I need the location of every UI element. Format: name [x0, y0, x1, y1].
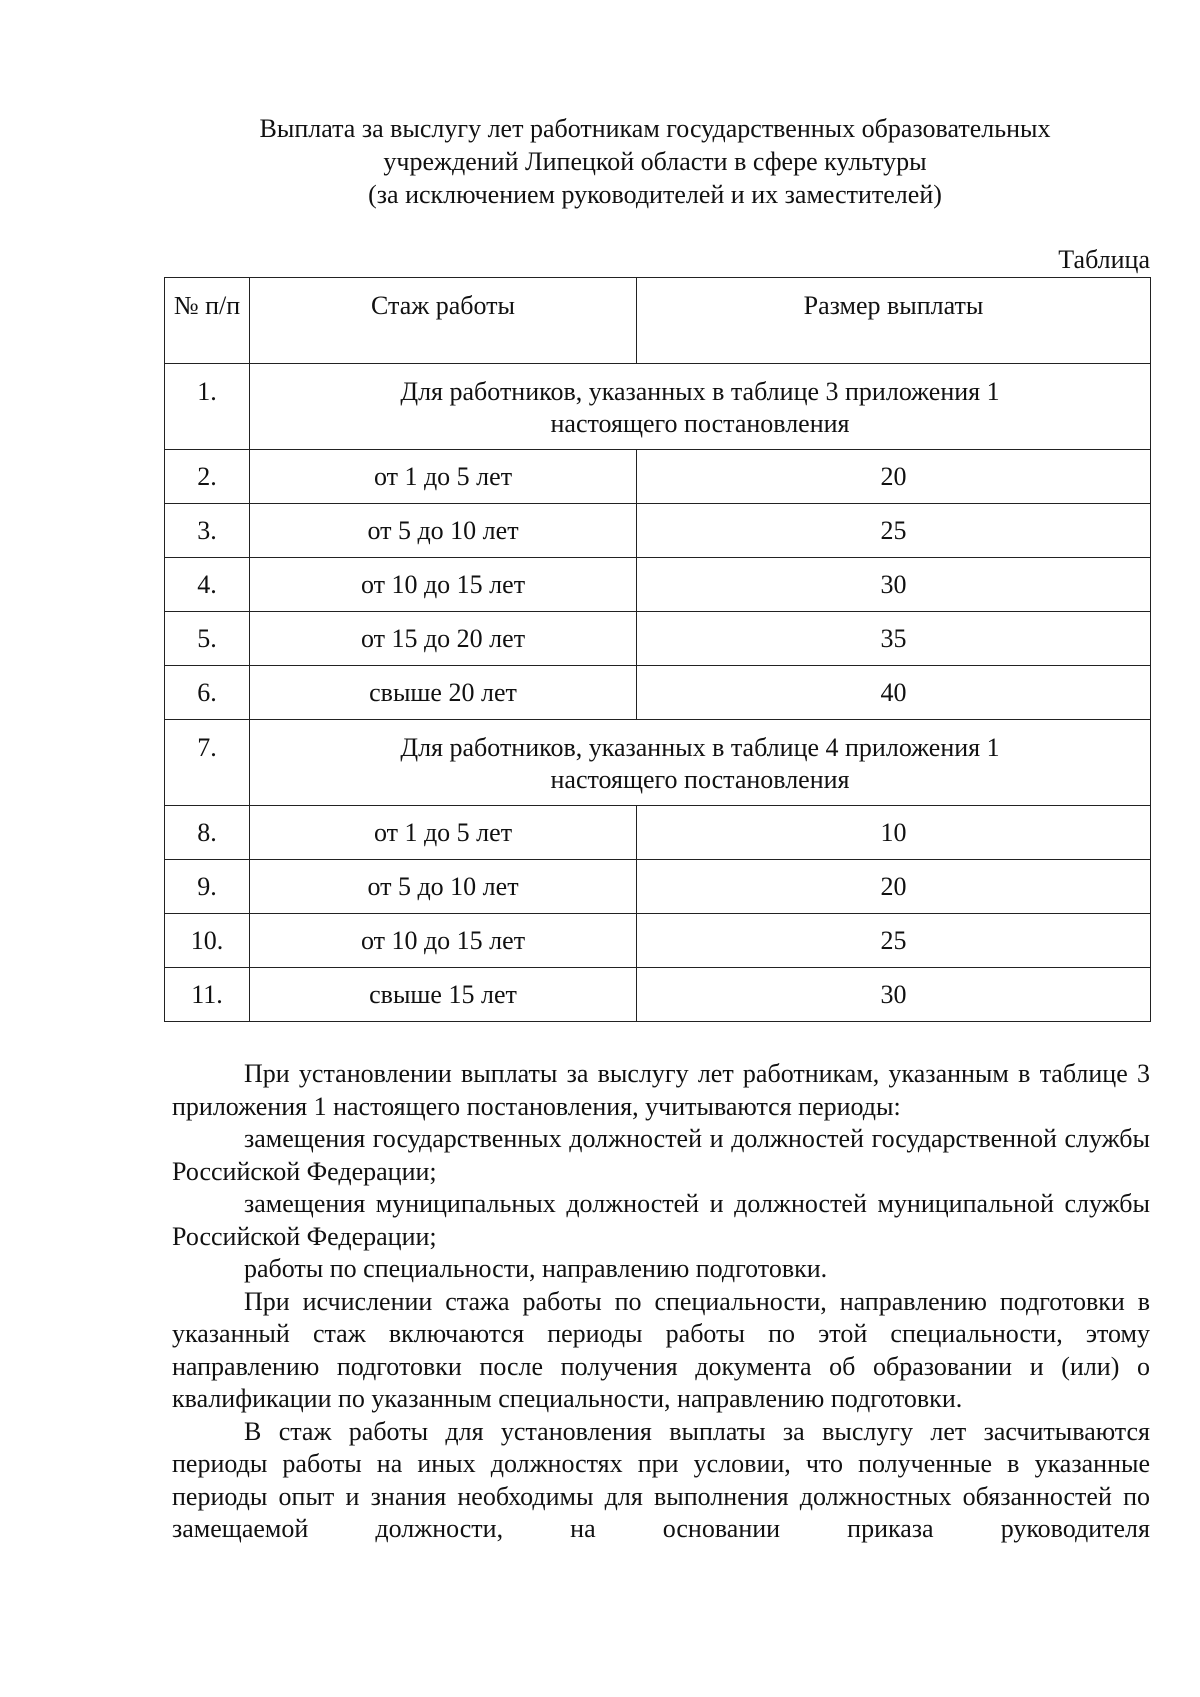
row-num: 6.	[165, 666, 250, 720]
row-experience: от 5 до 10 лет	[250, 860, 637, 914]
table-row	[165, 612, 1151, 666]
body-text	[172, 1058, 1150, 1546]
row-experience: от 1 до 5 лет	[250, 450, 637, 504]
table-row	[165, 806, 1151, 860]
header-num: № п/п	[165, 278, 250, 364]
paragraph: замещения государственных должностей и должностей государственной службы Российской Федерации;	[172, 1124, 1150, 1186]
row-experience: свыше 20 лет	[250, 666, 637, 720]
row-num: 8.	[165, 806, 250, 860]
table-section-row	[165, 364, 1151, 450]
header-amount: Размер выплаты	[637, 278, 1151, 364]
table-row	[165, 450, 1151, 504]
row-amount: 20	[637, 450, 1151, 504]
paragraph: В стаж работы для установления выплаты за выслугу лет засчитываются периоды работы на иных должностях при условии, что полученные в указанные периоды опыт и знания необходимы для выполнения должностных обязанностей по замещаемой должности, на основании приказа руководителя	[172, 1416, 1150, 1543]
row-num: 2.	[165, 450, 250, 504]
row-amount: 35	[637, 612, 1151, 666]
section-title: Для работников, указанных в таблице 4 приложения 1 настоящего постановления	[250, 720, 1151, 806]
table-row	[165, 666, 1151, 720]
row-experience: от 10 до 15 лет	[250, 558, 637, 612]
row-experience: от 1 до 5 лет	[250, 806, 637, 860]
table-caption: Таблица	[1058, 245, 1150, 274]
table-row	[165, 558, 1151, 612]
payment-table	[164, 277, 1151, 1022]
row-amount: 30	[637, 558, 1151, 612]
row-num: 10.	[165, 914, 250, 968]
row-amount: 25	[637, 504, 1151, 558]
table-row	[165, 968, 1151, 1022]
row-amount: 20	[637, 860, 1151, 914]
row-num: 9.	[165, 860, 250, 914]
table-row	[165, 914, 1151, 968]
row-num: 11.	[165, 968, 250, 1022]
row-experience: от 10 до 15 лет	[250, 914, 637, 968]
row-num: 3.	[165, 504, 250, 558]
table-row	[165, 504, 1151, 558]
title-line-1: Выплата за выслугу лет работникам государственных образовательных	[259, 114, 1051, 143]
row-experience: от 5 до 10 лет	[250, 504, 637, 558]
table-section-row	[165, 720, 1151, 806]
section-title: Для работников, указанных в таблице 3 приложения 1 настоящего постановления	[250, 364, 1151, 450]
row-experience: свыше 15 лет	[250, 968, 637, 1022]
table-header-row	[165, 278, 1151, 364]
row-num: 4.	[165, 558, 250, 612]
paragraph: замещения муниципальных должностей и должностей муниципальной службы Российской Федерации;	[172, 1189, 1150, 1251]
row-amount: 10	[637, 806, 1151, 860]
header-experience: Стаж работы	[250, 278, 637, 364]
document-title	[160, 112, 1150, 211]
paragraph: работы по специальности, направлению подготовки.	[244, 1254, 828, 1283]
row-amount: 40	[637, 666, 1151, 720]
row-num: 5.	[165, 612, 250, 666]
row-experience: от 15 до 20 лет	[250, 612, 637, 666]
row-num: 7.	[165, 720, 250, 806]
title-line-3: (за исключением руководителей и их заместителей)	[368, 180, 942, 209]
row-amount: 25	[637, 914, 1151, 968]
paragraph: При исчислении стажа работы по специальности, направлению подготовки в указанный стаж включаются периоды работы по этой специальности, этому направлению подготовки после получения документа об образовании и (или) о квалификации по указанным специальности, направлению подготовки.	[172, 1286, 1150, 1413]
paragraph: При установлении выплаты за выслугу лет работникам, указанным в таблице 3 приложения 1 настоящего постановления, учитываются периоды:	[172, 1059, 1150, 1121]
row-num: 1.	[165, 364, 250, 450]
table-row	[165, 860, 1151, 914]
title-line-2: учреждений Липецкой области в сфере культуры	[383, 147, 927, 176]
row-amount: 30	[637, 968, 1151, 1022]
